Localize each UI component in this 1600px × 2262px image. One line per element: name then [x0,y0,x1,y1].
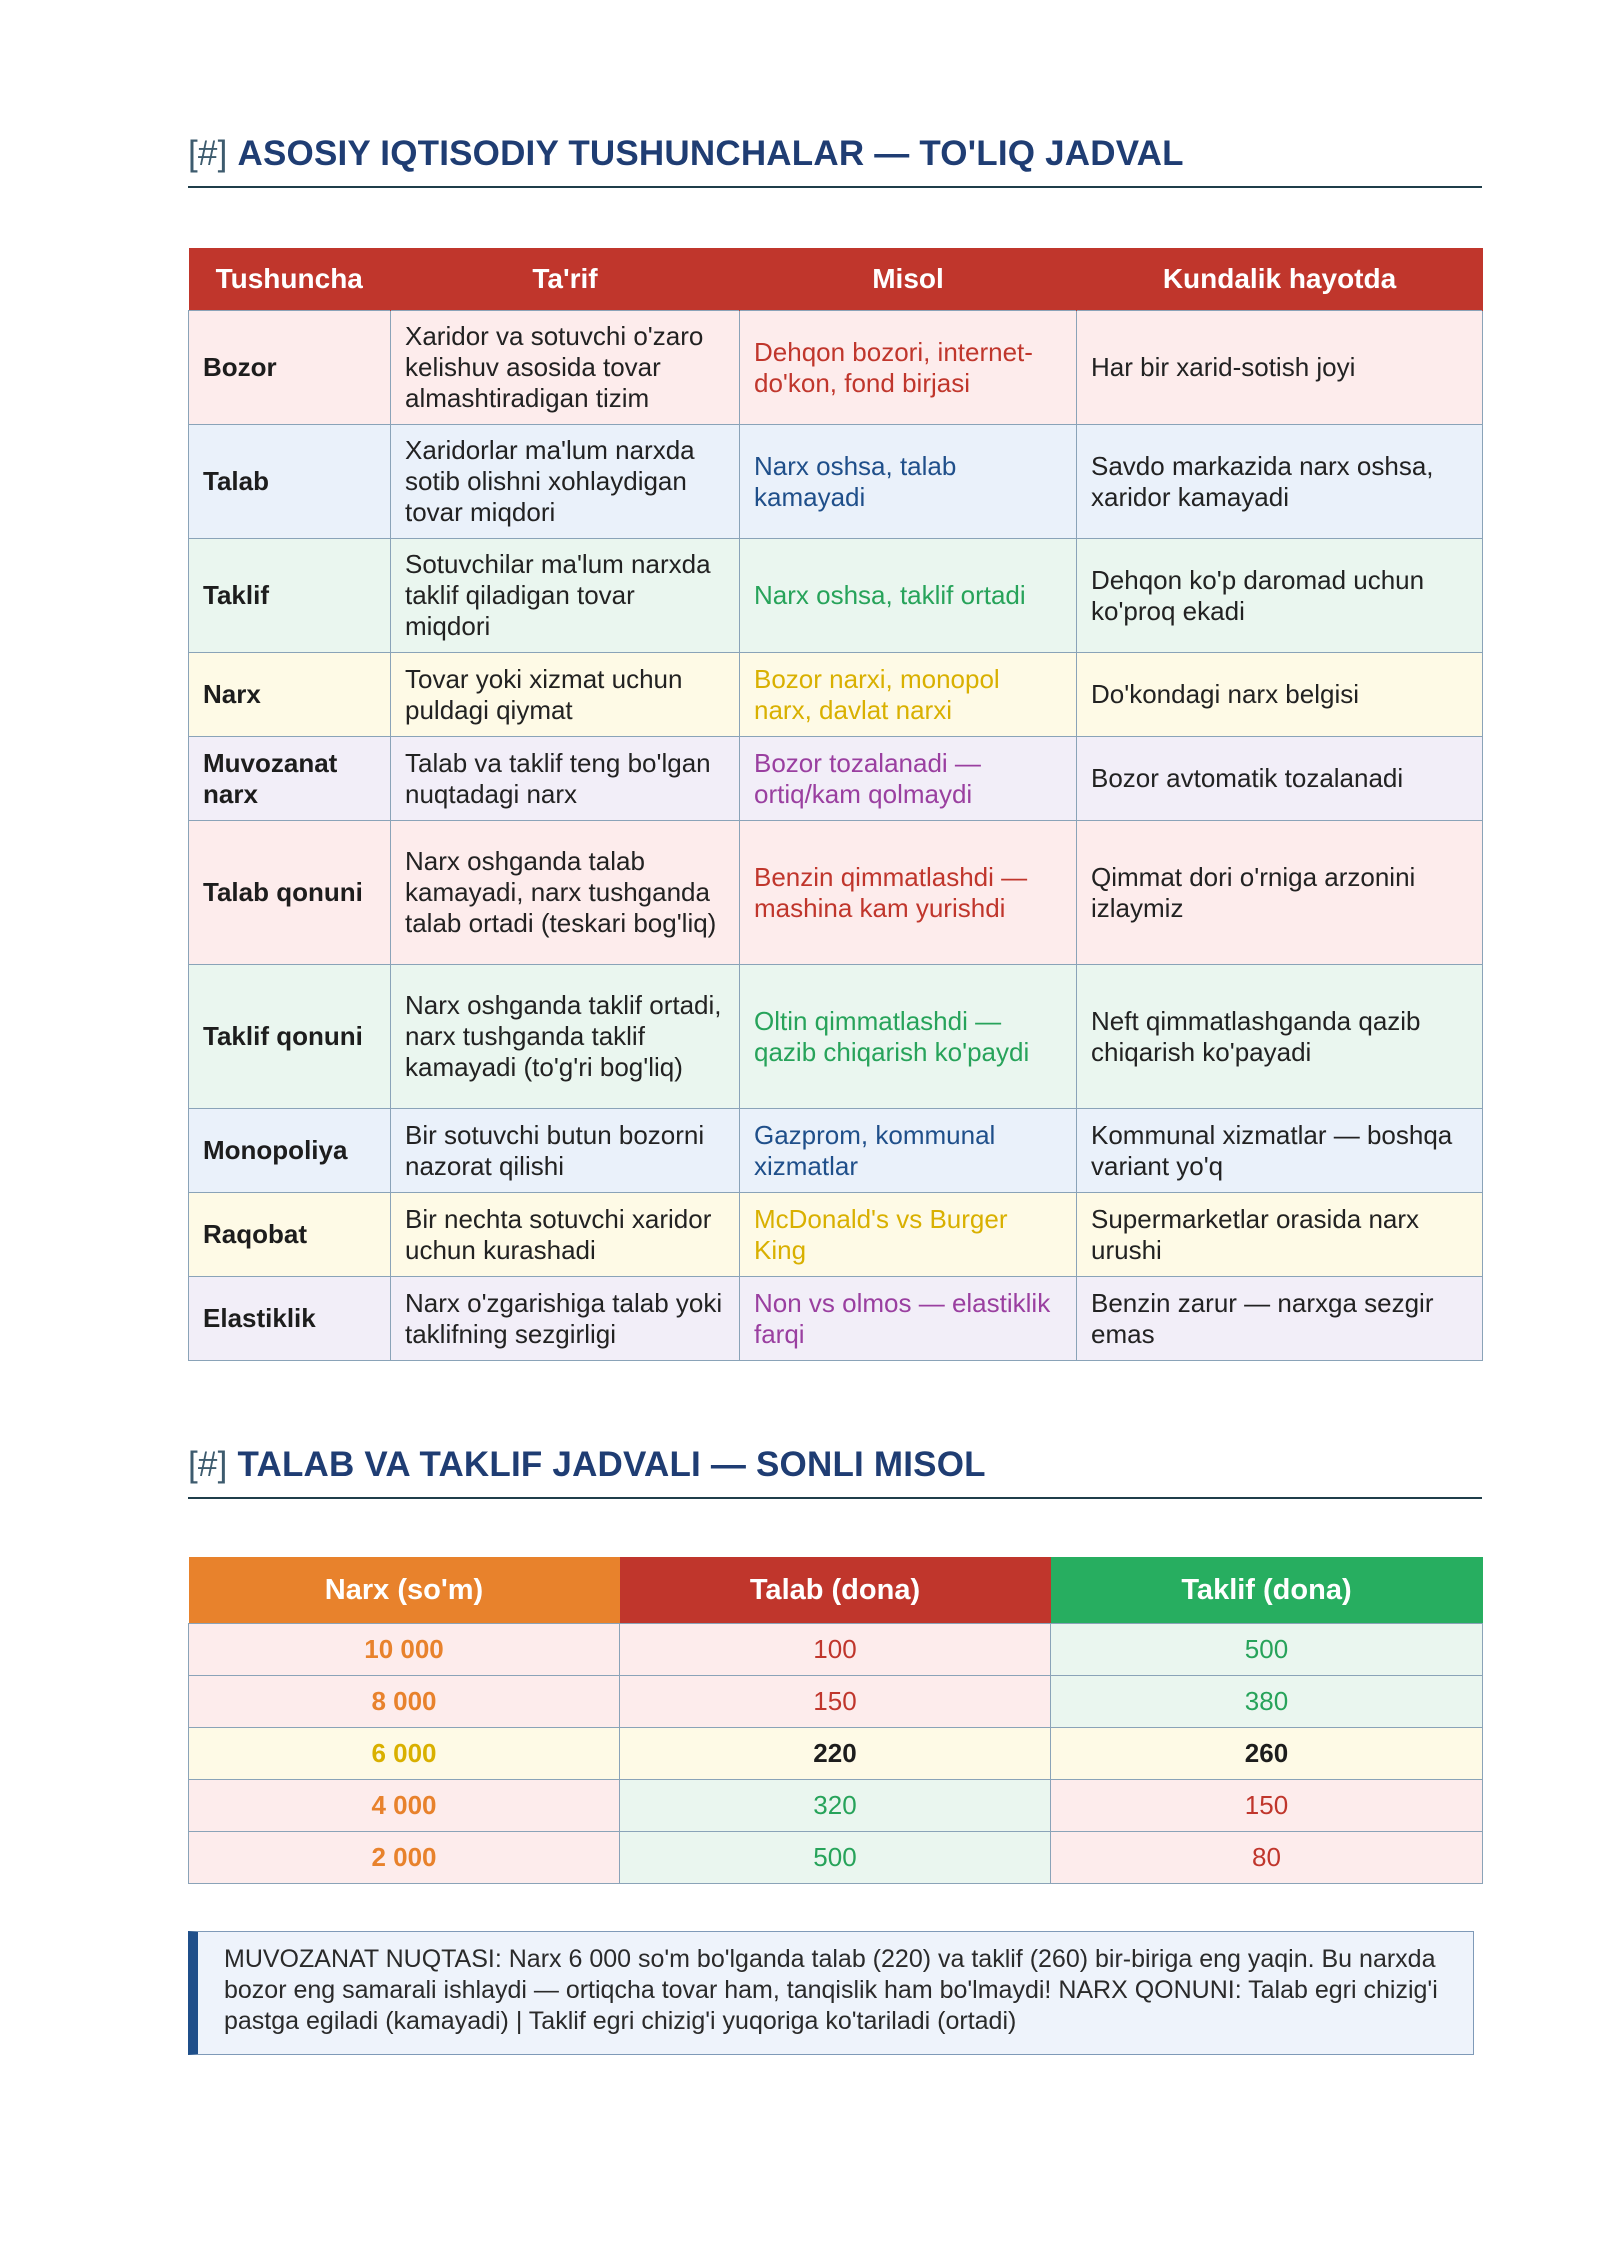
price-cell: 8 000 [189,1676,620,1728]
definition-cell: Narx oshganda taklif ortadi, narx tushganda taklif kamayadi (to'g'ri bog'liq) [391,965,740,1109]
definition-cell: Bir nechta sotuvchi xaridor uchun kurashadi [391,1193,740,1277]
definition-cell: Narx oshganda talab kamayadi, narx tushganda talab ortadi (teskari bog'liq) [391,821,740,965]
equilibrium-note: MUVOZANAT NUQTASI: Narx 6 000 so'm bo'lganda talab (220) va taklif (260) bir-biriga eng yaqin. Bu narxda bozor eng samarali ishlaydi — ortiqcha tovar ham, tanqislik ham bo'lmaydi! NARX QONUNI: Talab egri chizig'i pastga egiladi (kamayadi) | Taklif egri chizig'i yuqoriga ko'tariladi (ortadi) [188,1931,1474,2055]
header-term: Tushuncha [189,248,391,311]
supply-cell: 80 [1051,1832,1483,1884]
example-cell: Oltin qimmatlashdi — qazib chiqarish ko'paydi [740,965,1077,1109]
term-cell: Bozor [189,311,391,425]
term-cell: Taklif [189,539,391,653]
table-row [189,1832,1483,1884]
term-cell: Elastiklik [189,1277,391,1361]
header-price: Narx (so'm) [189,1557,620,1624]
supply-cell: 380 [1051,1676,1483,1728]
price-cell: 2 000 [189,1832,620,1884]
daily-life-cell: Neft qimmatlashganda qazib chiqarish ko'payadi [1077,965,1483,1109]
supply-demand-table [188,1557,1483,1884]
daily-life-cell: Supermarketlar orasida narx urushi [1077,1193,1483,1277]
daily-life-cell: Qimmat dori o'rniga arzonini izlaymiz [1077,821,1483,965]
demand-cell: 320 [620,1780,1051,1832]
table-row [189,965,1483,1109]
daily-life-cell: Kommunal xizmatlar — boshqa variant yo'q [1077,1109,1483,1193]
demand-cell: 150 [620,1676,1051,1728]
definition-cell: Bir sotuvchi butun bozorni nazorat qilishi [391,1109,740,1193]
section-title: ASOSIY IQTISODIY TUSHUNCHALAR — TO'LIQ JADVAL [237,134,1184,173]
table-row [189,1277,1483,1361]
supply-cell: 500 [1051,1624,1483,1676]
table-header-row [189,1557,1483,1624]
daily-life-cell: Savdo markazida narx oshsa, xaridor kamayadi [1077,425,1483,539]
price-cell: 4 000 [189,1780,620,1832]
table-row [189,1780,1483,1832]
section-heading-concepts [188,134,1482,188]
table-row [189,737,1483,821]
example-cell: Bozor narxi, monopol narx, davlat narxi [740,653,1077,737]
example-cell: Narx oshsa, taklif ortadi [740,539,1077,653]
demand-cell: 100 [620,1624,1051,1676]
term-cell: Taklif qonuni [189,965,391,1109]
table-header-row [189,248,1483,311]
definition-cell: Sotuvchilar ma'lum narxda taklif qiladigan tovar miqdori [391,539,740,653]
table-row [189,653,1483,737]
price-cell: 10 000 [189,1624,620,1676]
daily-life-cell: Har bir xarid-sotish joyi [1077,311,1483,425]
example-cell: Dehqon bozori, internet-do'kon, fond birjasi [740,311,1077,425]
definition-cell: Narx o'zgarishiga talab yoki taklifning sezgirligi [391,1277,740,1361]
table-row [189,1676,1483,1728]
term-cell: Raqobat [189,1193,391,1277]
header-daily-life: Kundalik hayotda [1077,248,1483,311]
definition-cell: Xaridor va sotuvchi o'zaro kelishuv asosida tovar almashtiradigan tizim [391,311,740,425]
term-cell: Monopoliya [189,1109,391,1193]
table-row [189,1193,1483,1277]
header-demand: Talab (dona) [620,1557,1051,1624]
demand-cell: 220 [620,1728,1051,1780]
hash-marker: [#] [188,1445,228,1484]
table-row [189,821,1483,965]
table-row [189,425,1483,539]
daily-life-cell: Bozor avtomatik tozalanadi [1077,737,1483,821]
example-cell: Gazprom, kommunal xizmatlar [740,1109,1077,1193]
definition-cell: Talab va taklif teng bo'lgan nuqtadagi narx [391,737,740,821]
term-cell: Muvozanat narx [189,737,391,821]
example-cell: Bozor tozalanadi — ortiq/kam qolmaydi [740,737,1077,821]
daily-life-cell: Benzin zarur — narxga sezgir emas [1077,1277,1483,1361]
hash-marker: [#] [188,134,228,173]
section-heading-numeric [188,1445,1482,1499]
price-cell: 6 000 [189,1728,620,1780]
example-cell: Non vs olmos — elastiklik farqi [740,1277,1077,1361]
supply-cell: 150 [1051,1780,1483,1832]
definition-cell: Xaridorlar ma'lum narxda sotib olishni xohlaydigan tovar miqdori [391,425,740,539]
example-cell: McDonald's vs Burger King [740,1193,1077,1277]
header-definition: Ta'rif [391,248,740,311]
daily-life-cell: Dehqon ko'p daromad uchun ko'proq ekadi [1077,539,1483,653]
term-cell: Talab [189,425,391,539]
table-row [189,311,1483,425]
example-cell: Narx oshsa, talab kamayadi [740,425,1077,539]
section-title: TALAB VA TAKLIF JADVALI — SONLI MISOL [237,1445,986,1484]
table-row [189,539,1483,653]
definition-cell: Tovar yoki xizmat uchun puldagi qiymat [391,653,740,737]
term-cell: Narx [189,653,391,737]
header-supply: Taklif (dona) [1051,1557,1483,1624]
term-cell: Talab qonuni [189,821,391,965]
example-cell: Benzin qimmatlashdi — mashina kam yurishdi [740,821,1077,965]
demand-cell: 500 [620,1832,1051,1884]
table-row [189,1624,1483,1676]
table-row [189,1109,1483,1193]
header-example: Misol [740,248,1077,311]
daily-life-cell: Do'kondagi narx belgisi [1077,653,1483,737]
table-row [189,1728,1483,1780]
concepts-table [188,248,1483,1361]
supply-cell: 260 [1051,1728,1483,1780]
